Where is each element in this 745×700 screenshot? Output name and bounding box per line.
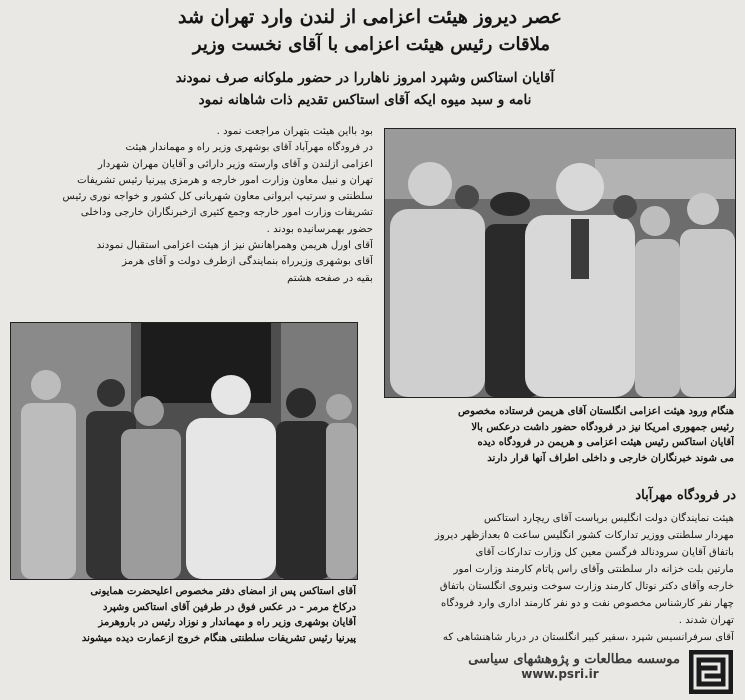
continued-note: بقیه در صفحه هشتم xyxy=(287,272,373,284)
second-headline: ملاقات رئیس هیئت اعزامی با آقای نخست وزیر xyxy=(192,34,550,55)
palace-photo-caption xyxy=(14,584,356,646)
archive-logo-icon xyxy=(689,650,733,694)
caption-line: آقایان استاکس رئیس هیئت اعزامی و هریمن در فرودگاه دیده xyxy=(477,437,734,448)
caption-line: می شوند خبرنگاران خارجی و داخلی اطراف آنها قرار دارند xyxy=(487,452,734,464)
article-line: تهران و نبیل معاون وزارت امور خارجه و هرمزی پیرنیا رئیس تشریفات xyxy=(77,174,373,186)
photo-airport-arrival xyxy=(384,128,736,398)
article-line: بود بااین هیئت بتهران مراجعت نمود . xyxy=(216,126,373,137)
caption-line: آقای استاکس پس از امضای دفتر مخصوص اعلیحضرت همایونی xyxy=(90,586,356,597)
airport-subheading: در فرودگاه مهرآباد xyxy=(635,488,736,503)
watermark-url: www.psri.ir xyxy=(521,667,599,681)
article-line: مارتین بلت خزانه دار سلطنتی وآقای راس پاتام کارمند وزارت امور xyxy=(453,564,734,575)
airport-photo-caption xyxy=(386,404,734,466)
archive-watermark xyxy=(440,652,680,692)
article-line: آقای اورل هریمن وهمراهانش نیز از هیئت اعزامی استقبال نمودند xyxy=(96,240,373,252)
watermark-org: موسسه مطالعات و پژوهشهای سیاسی xyxy=(468,652,680,667)
article-line: تهران شدند . xyxy=(678,615,734,626)
article-line: حضور بهمرسانیده بودند . xyxy=(266,223,373,235)
third-headline: آقایان استاکس وشپرد امروز ناهاررا در حضور ملوکانه صرف نمودند xyxy=(175,70,555,86)
article-line: اعزامی ازلندن و آقای وارسته وزیر دارائی و آقایان مهران شهردار xyxy=(98,158,373,170)
fourth-headline: نامه و سبد میوه ایکه آقای استاکس تقدیم ذات شاهانه نمود xyxy=(198,92,532,108)
caption-line: پیرنیا رئیس تشریفات سلطنتی هنگام خروج ازعمارت دیده میشوند xyxy=(81,632,356,644)
article-line: مهردار سلطنتی ووزیر تدارکات کشور انگلیس ساعت ۵ بعدازظهر دیروز xyxy=(435,530,734,541)
article-line: در فرودگاه مهرآباد آقای بوشهری وزیر راه و مهماندار هیئت xyxy=(125,142,373,154)
right-article-column xyxy=(378,510,734,646)
article-line: خارجه وآقای دکتر نوتال کارمند وزارت سوخت ونیروی انگلستان باتفاق xyxy=(439,581,734,592)
article-line: آقای سرفرانسیس شپرد ،سفیر کبیر انگلستان در دربار شاهنشاهی که xyxy=(442,632,734,643)
photo-marble-palace-image xyxy=(11,323,357,579)
caption-line: آقایان بوشهری وزیر راه و مهماندار و نوزاد رئیس در باروهرمز xyxy=(98,617,356,628)
article-line: تشریفات وزارت امور خارجه وجمع کثیری ازخبرنگاران خارجی وداخلی xyxy=(80,207,373,219)
article-line: چهار نفر کارشناس مخصوص نفت و دو نفر کارمند اداری وارد فرودگاه xyxy=(441,598,734,609)
article-line: آقای بوشهری وزیرراه بنمایندگی ازطرف دولت و آقای هرمز xyxy=(122,256,373,268)
article-line: باتفاق آقایان سرودنالد فرگسن معین کل وزارت تدارکات آقای xyxy=(475,547,734,558)
caption-line: رئیس جمهوری امریکا نیز در فرودگاه حضور داشت درعکس بالا xyxy=(471,421,734,433)
article-line: سلطنتی و سرتیپ ابروانی معاون شهربانی کل کشور و خواجه نوری رئیس xyxy=(62,191,373,203)
photo-airport-image xyxy=(385,129,735,397)
article-line: هیئت نمایندگان دولت انگلیس بریاست آقای ریچارد استاکس xyxy=(484,513,734,524)
photo-marble-palace xyxy=(10,322,358,580)
left-article-column xyxy=(8,124,373,287)
caption-line: درکاخ مرمر - در عکس فوق در طرفین آقای استاکس وشپرد xyxy=(102,601,356,613)
main-headline: عصر دیروز هیئت اعزامی از لندن وارد تهران شد xyxy=(178,6,562,28)
caption-line: هنگام ورود هیئت اعزامی انگلستان آقای هریمن فرستاده مخصوص xyxy=(457,406,734,417)
